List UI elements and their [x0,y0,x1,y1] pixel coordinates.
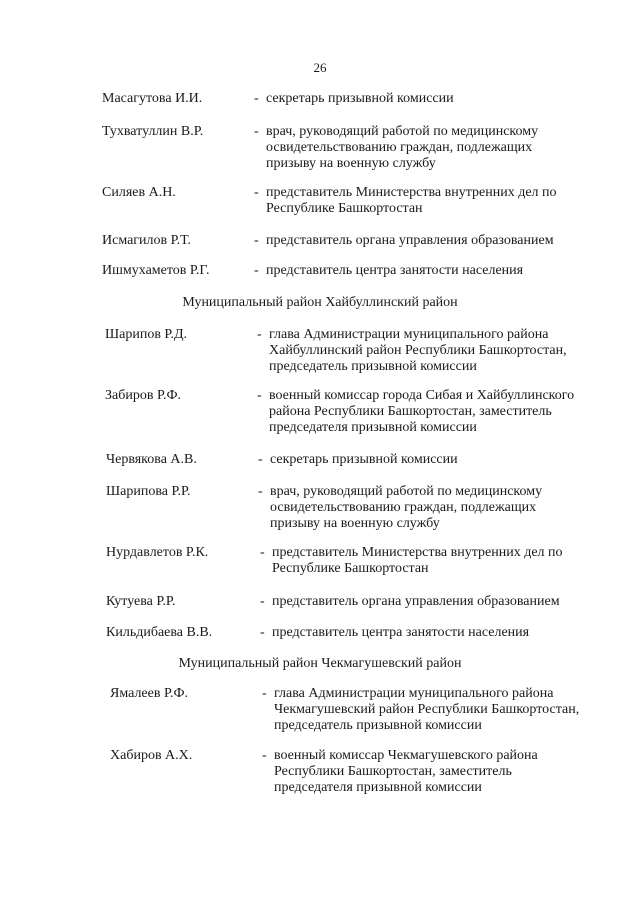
role-line: военный комиссар города Сибая и Хайбуллинского [269,388,575,403]
role-line: призыву на военную службу [266,156,436,171]
role-line: представитель Министерства внутренних дел по [272,545,563,560]
role-line: секретарь призывной комиссии [270,452,458,467]
role-line: военный комиссар Чекмагушевского района [274,748,538,763]
role-line: Чекмагушевский район Республики Башкортостан, [274,702,580,717]
role-line: Хайбуллинский район Республики Башкортостан, [269,343,567,358]
role-line: председатель призывной комиссии [274,718,482,733]
dash: - [254,124,259,139]
role-description [266,185,557,217]
role-line: призыву на военную службу [270,516,440,531]
dash: - [258,484,263,499]
role-line: представитель центра занятости населения [266,263,524,278]
role-line: председателя призывной комиссии [269,420,477,435]
role-description [266,263,523,279]
role-description [270,484,542,532]
dash: - [257,388,262,403]
person-name: Шарипова Р.Р. [106,484,191,499]
dash: - [254,263,259,278]
dash: - [254,91,259,106]
role-description [266,124,538,172]
person-name: Червякова А.В. [106,452,197,467]
dash: - [254,185,259,200]
role-description [274,686,579,734]
role-line: Республики Башкортостан, заместитель [274,764,512,779]
person-name: Масагутова И.И. [102,91,203,106]
section-heading: Муниципальный район Хайбуллинский район [182,295,458,310]
person-name: Тухватуллин В.Р. [102,124,204,139]
role-description [269,388,574,436]
dash: - [257,327,262,342]
dash: - [258,452,263,467]
role-description [270,452,458,468]
role-line: Республике Башкортостан [272,561,429,576]
role-line: освидетельствованию граждан, подлежащих [266,140,533,155]
person-name: Исмагилов Р.Т. [102,233,191,248]
section-heading: Муниципальный район Чекмагушевский район [178,656,462,671]
person-name: Ямалеев Р.Ф. [110,686,189,701]
role-line: врач, руководящий работой по медицинскому [270,484,543,499]
role-line: глава Администрации муниципального района [274,686,554,701]
role-description [274,748,538,796]
role-line: представитель органа управления образованием [272,594,560,609]
dash: - [262,748,267,763]
role-description [272,594,560,610]
role-line: представитель Министерства внутренних дел по [266,185,557,200]
role-line: района Республики Башкортостан, заместитель [269,404,552,419]
person-name: Кильдибаева В.В. [106,625,213,640]
dash: - [260,545,265,560]
person-name: Силяев А.Н. [102,185,176,200]
dash: - [262,686,267,701]
role-line: Республике Башкортостан [266,201,423,216]
page-number: 26 [313,60,327,75]
role-line: представитель органа управления образованием [266,233,554,248]
dash: - [254,233,259,248]
dash: - [260,594,265,609]
role-description [272,625,529,641]
person-name: Шарипов Р.Д. [105,327,188,342]
role-line: секретарь призывной комиссии [266,91,454,106]
person-name: Забиров Р.Ф. [105,388,182,403]
person-name: Ишмухаметов Р.Г. [102,263,210,278]
role-line: председателя призывной комиссии [274,780,482,795]
person-name: Нурдавлетов Р.К. [106,545,209,560]
role-line: глава Администрации муниципального района [269,327,549,342]
role-description [266,233,554,249]
role-line: врач, руководящий работой по медицинскому [266,124,539,139]
role-line: освидетельствованию граждан, подлежащих [270,500,537,515]
role-line: председатель призывной комиссии [269,359,477,374]
role-description [266,91,454,107]
role-description [269,327,567,375]
role-description [272,545,563,577]
role-line: представитель центра занятости населения [272,625,530,640]
dash: - [260,625,265,640]
person-name: Хабиров А.Х. [110,748,193,763]
person-name: Кутуева Р.Р. [106,594,176,609]
